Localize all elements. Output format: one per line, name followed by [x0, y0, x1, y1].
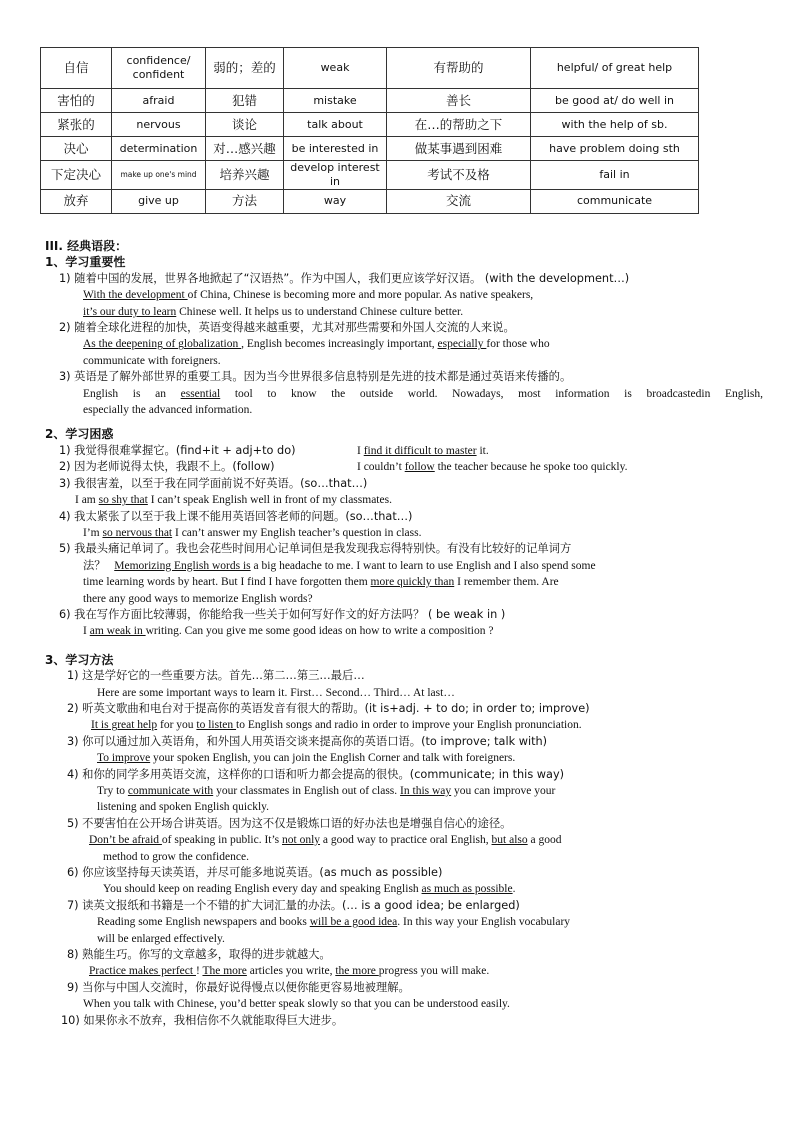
list-item: 3) 你可以通过加入英语角，和外国人用英语交谈来提高你的英语口语。(to improve; talk with) To improve your spoken English, you can join the English Corner and talk with foreigners. [67, 734, 548, 765]
table-cell: be interested in [284, 137, 387, 161]
table-cell: communicate [531, 189, 699, 213]
list-item: 2) 因为老师说得太快，我跟不上。(follow) I couldn’t follow the teacher because he spoke too quickly. [59, 460, 628, 474]
table-row [41, 48, 699, 89]
table-cell: afraid [112, 89, 206, 113]
table-cell: make up one's mind [112, 161, 206, 190]
list-item: 9) 当你与中国人交流时，你最好说得慢点以便你能更容易地被理解。 When you talk with Chinese, you’d better speak slowly so that you can be understood easily. [67, 980, 510, 1011]
table-cell: 弱的；差的 [206, 48, 284, 89]
table-cell: 自信 [41, 48, 112, 89]
list-item: 1) 随着中国的发展，世界各地掀起了“汉语热”。作为中国人，我们更应该学好汉语。 (with the development…) With the development of China, Chinese is becoming more and more popular. As native speakers, it’s our duty to learn Chinese well. It helps us to understand Chinese culture better. [59, 271, 630, 318]
section-title: III. 经典语段： [45, 239, 128, 253]
main-content [45, 238, 763, 1029]
list-item: 5) 不要害怕在公开场合讲英语。因为这不仅是锻炼口语的好办法也是增强自信心的途径。 Don’t be afraid of speaking in public. It’s not only a good way to practice oral English, but also a good method to grow the confidence. [67, 816, 562, 863]
table-row [41, 89, 699, 113]
table-cell: talk about [284, 113, 387, 137]
table-cell: 交流 [387, 189, 531, 213]
table-cell: 决心 [41, 137, 112, 161]
table-cell: helpful/ of great help [531, 48, 699, 89]
table-cell: 紧张的 [41, 113, 112, 137]
list-item: 1) 我觉得很难掌握它。(find+it + adj+to do) I find it difficult to master it. [59, 443, 489, 457]
subsection-title: 2、学习困惑 [45, 427, 114, 442]
table-cell: 害怕的 [41, 89, 112, 113]
list-item: 3) 英语是了解外部世界的重要工具。因为当今世界很多信息特别是先进的技术都是通过英语来传播的。 English is an essential tool to know the outside world. Nowadays, most information is broadcastedin English, especially the advanced information. [59, 370, 763, 417]
table-cell: with the help of sb. [531, 113, 699, 137]
table-row [41, 137, 699, 161]
list-item: 10) 如果你永不放弃，我相信你不久就能取得巨大进步。 [61, 1013, 344, 1027]
list-item: 1) 这是学好它的一些重要方法。首先…第二…第三…最后… Here are some important ways to learn it. First… Second… Third… At last… [67, 669, 455, 699]
list-item: 3) 我很害羞，以至于我在同学面前说不好英语。(so…that…) I am so shy that I can’t speak English well in front of my classmates. [59, 476, 392, 507]
table-cell: weak [284, 48, 387, 89]
table-cell: 培养兴趣 [206, 161, 284, 190]
table-cell: way [284, 189, 387, 213]
list-item: 2) 随着全球化进程的加快，英语变得越来越重要，尤其对那些需要和外国人交流的人来说。 As the deepening of globalization , English becomes increasingly important, especially for those who communicate with foreigners. [59, 321, 550, 367]
list-item: 5) 我最头痛记单词了。我也会花些时间用心记单词但是我发现我忘得特别快。有没有比较好的记单词方 法？ Memorizing English words is a big headache to me. I want to learn to use English and I also spend some time learning words by heart. But I find I have forgotten them more quickly than I remember them. Are there any good ways to memorize English words? [59, 542, 596, 605]
table-cell: be good at/ do well in [531, 89, 699, 113]
table-cell: 放弃 [41, 189, 112, 213]
table-row [41, 113, 699, 137]
table-cell: 方法 [206, 189, 284, 213]
table-cell: 下定决心 [41, 161, 112, 190]
table-cell: 谈论 [206, 113, 284, 137]
list-item: 6) 我在写作方面比较薄弱，你能给我一些关于如何写好作文的好方法吗？ ( be weak in ) I am weak in writing. Can you give me some good ideas on how to write a composition ? [59, 607, 506, 638]
table-cell: develop interest in [284, 161, 387, 190]
subsection-title: 3、学习方法 [45, 652, 114, 667]
list-item: 6) 你应该坚持每天读英语，并尽可能多地说英语。(as much as possible) You should keep on reading English every day and speaking English as much as possible. [67, 866, 516, 896]
table-cell: nervous [112, 113, 206, 137]
table-cell: 考试不及格 [387, 161, 531, 190]
table-row [41, 161, 699, 190]
subsection-title: 1、学习重要性 [45, 255, 126, 270]
table-cell: 做某事遇到困难 [387, 137, 531, 161]
table-cell: 在…的帮助之下 [387, 113, 531, 137]
table-cell: 对…感兴趣 [206, 137, 284, 161]
list-item: 2) 听英文歌曲和电台对于提高你的英语发音有很大的帮助。(it is+adj. + to do; in order to; improve) It is great help for you to listen to English songs and radio in order to improve your English pronunciation. [67, 701, 590, 732]
table-cell: determination [112, 137, 206, 161]
table-cell: fail in [531, 161, 699, 190]
table-cell: 犯错 [206, 89, 284, 113]
list-item: 7) 读英文报纸和书籍是一个不错的扩大词汇量的办法。(… is a good idea; be enlarged) Reading some English newspapers and books will be a good idea. In this way your English vocabulary will be enlarged effectively. [67, 898, 571, 945]
list-item: 8) 熟能生巧。你写的文章越多，取得的进步就越大。 Practice makes perfect ! The more articles you write, the more progress you will make. [67, 948, 490, 978]
table-cell: 有帮助的 [387, 48, 531, 89]
table-cell: mistake [284, 89, 387, 113]
table-row [41, 189, 699, 213]
table-cell: have problem doing sth [531, 137, 699, 161]
table-cell: confidence/ confident [112, 48, 206, 89]
list-item: 4) 和你的同学多用英语交流，这样你的口语和听力都会提高的很快。(communicate; in this way) Try to communicate with your classmates in English out of class. In this way you can improve your listening and spoken English quickly. [67, 767, 565, 814]
list-item: 4) 我太紧张了以至于我上课不能用英语回答老师的问题。(so…that…) I’m so nervous that I can’t answer my English teacher’s question in class. [59, 509, 422, 539]
vocabulary-table [40, 47, 699, 214]
table-cell: 善长 [387, 89, 531, 113]
table-cell: give up [112, 189, 206, 213]
